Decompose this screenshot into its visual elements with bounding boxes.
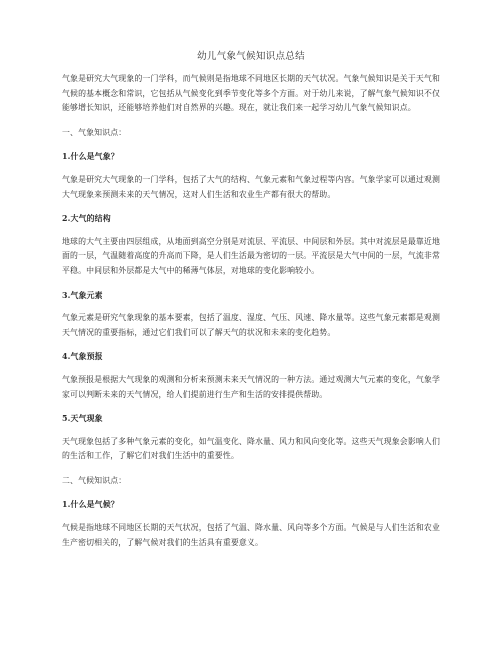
item-body-weather-elements: 气象元素是研究气象现象的基本要素，包括了温度、湿度、气压、风速、降水量等。这些气象元素都是观测天气情况的重要指标，通过它们我们可以了解天气的状况和未来的变化趋势。 [62,313,440,337]
section-heading-climate: 二、气候知识点： [62,475,127,485]
item-title-what-is-climate: 1.什么是气候？ [62,500,119,510]
item-title-weather-phenomena: 5.天气现象 [62,414,103,424]
section-heading-weather: 一、气象知识点： [62,127,127,137]
item-body-what-is-weather: 气象是研究大气现象的一门学科，包括了大气的结构、气象元素和气象过程等内容。气象学家可以通过观测大气现象来预测未来的天气情况，这对人们生活和农业生产都有很大的帮助。 [62,174,440,199]
item-body-atmosphere-structure: 地球的大气主要由四层组成，从地面到高空分别是对流层、平流层、中间层和外层。其中对流层是最靠近地面的一层，气温随着高度的升高而下降，是人们生活最为密切的一层。平流层是大气中间的一层，气流非常平稳。中间层和外层都是大气中的稀薄气体层，对地球的变化影响较小。 [62,236,440,275]
document-title: 幼儿气象气候知识点总结 [197,51,305,62]
item-body-what-is-climate: 气候是指地球不同地区长期的天气状况，包括了气温、降水量、风向等多个方面。气候是与人们生活和农业生产密切相关的，了解气候对我们的生活具有重要意义。 [62,523,440,547]
item-body-weather-phenomena: 天气现象包括了多种气象元素的变化，如气温变化、降水量、风力和风向变化等。这些天气现象会影响人们的生活和工作，了解它们对我们生活中的重要性。 [62,436,440,461]
item-body-weather-forecast: 气象预报是根据大气现象的观测和分析来预测未来天气情况的一种方法。通过观测大气元素的变化，气象学家可以判断未来的天气情况，给人们提前进行生产和生活的安排提供帮助。 [62,374,440,399]
item-title-what-is-weather: 1.什么是气象？ [62,152,119,162]
item-title-weather-forecast: 4.气象预报 [62,352,103,362]
intro-paragraph: 气象是研究大气现象的一门学科，而气候则是指地球不同地区长期的天气状况。气象气候知识是关于天气和气候的基本概念和常识，它包括从气候变化到季节变化等多个方面。对于幼儿来说，了解气象气候知识不仅能够增长知识，还能够培养他们对自然界的兴趣。现在，就让我们来一起学习幼儿气象气候知识点。 [62,74,440,113]
item-title-weather-elements: 3.气象元素 [62,290,103,300]
item-title-atmosphere-structure: 2.大气的结构 [62,214,111,224]
